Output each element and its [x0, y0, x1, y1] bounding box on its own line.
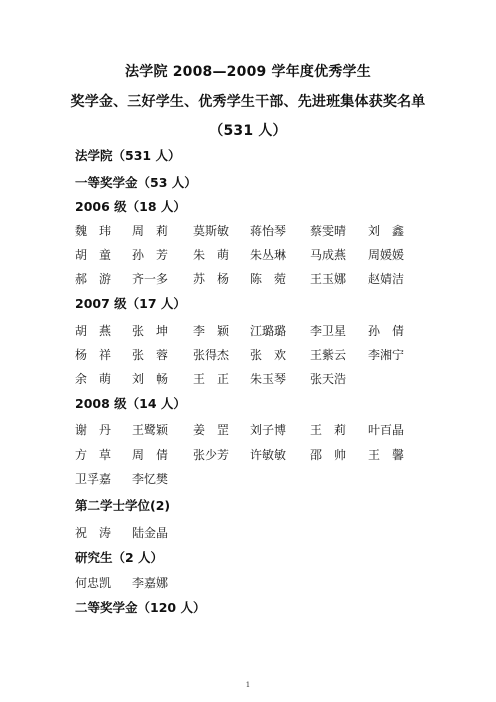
student-name: 张得杰: [193, 348, 230, 362]
name-row: [75, 322, 435, 340]
student-name: 王 莉: [310, 423, 347, 437]
student-name: 齐一多: [132, 272, 169, 286]
student-name: 李 颖: [193, 324, 230, 338]
student-name: 姜 罡: [193, 423, 230, 437]
section-heading: 2008 级（14 人）: [75, 396, 186, 411]
student-name: 卫孚嘉: [75, 472, 112, 486]
student-name: 孙 倩: [368, 324, 405, 338]
section-heading: 2006 级（18 人）: [75, 199, 186, 214]
student-name: 张 欢: [250, 348, 287, 362]
student-name: 王 馨: [368, 448, 405, 462]
student-name: 谢 丹: [75, 423, 112, 437]
student-name: 方 草: [75, 448, 112, 462]
student-name: 苏 杨: [193, 272, 230, 286]
name-row: [75, 574, 435, 592]
name-row: [75, 446, 435, 464]
name-row: [75, 524, 435, 542]
student-name: 何忠凯: [75, 576, 112, 590]
student-name: 张少芳: [193, 448, 230, 462]
student-name: 莫斯敏: [193, 224, 230, 238]
student-name: 刘子博: [250, 423, 287, 437]
student-name: 王紫云: [310, 348, 347, 362]
student-name: 马成燕: [310, 248, 347, 262]
student-name: 朱 萌: [193, 248, 230, 262]
student-name: 张天浩: [310, 372, 347, 386]
name-row: [75, 346, 435, 364]
student-name: 邵 帅: [310, 448, 347, 462]
student-name: 胡 童: [75, 248, 112, 262]
student-name: 陆金晶: [132, 526, 169, 540]
student-name: 周 莉: [132, 224, 169, 238]
student-name: 王鹭颖: [132, 423, 169, 437]
student-name: 赵婧洁: [368, 272, 405, 286]
student-name: 魏 玮: [75, 224, 112, 238]
document-title-line-2: 奖学金、三好学生、优秀学生干部、先进班集体获奖名单: [70, 94, 426, 110]
student-name: 郝 游: [75, 272, 112, 286]
student-name: 张 坤: [132, 324, 169, 338]
student-name: 李嘉娜: [132, 576, 169, 590]
student-name: 李湘宁: [368, 348, 405, 362]
student-name: 朱丛琳: [250, 248, 287, 262]
section-heading: 2007 级（17 人）: [75, 296, 186, 311]
name-row: [75, 370, 435, 388]
student-name: 王 正: [193, 372, 230, 386]
student-name: 张 蓉: [132, 348, 169, 362]
student-name: 余 萌: [75, 372, 112, 386]
student-name: 叶百晶: [368, 423, 405, 437]
student-name: 李卫星: [310, 324, 347, 338]
section-heading: 二等奖学金（120 人）: [75, 600, 206, 615]
student-name: 朱玉琴: [250, 372, 287, 386]
section-heading: 一等奖学金（53 人）: [75, 175, 197, 190]
student-name: 蒋怡琴: [250, 224, 287, 238]
student-name: 周 倩: [132, 448, 169, 462]
student-name: 江璐璐: [250, 324, 287, 338]
student-name: 杨 祥: [75, 348, 112, 362]
student-name: 蔡雯晴: [310, 224, 347, 238]
name-row: [75, 470, 435, 488]
section-heading: 研究生（2 人）: [75, 550, 164, 565]
document-title-line-1: 法学院 2008—2009 学年度优秀学生: [125, 64, 371, 80]
student-name: 刘 鑫: [368, 224, 405, 238]
student-name: 周媛媛: [368, 248, 405, 262]
section-heading: 法学院（531 人）: [75, 148, 181, 163]
student-name: 李忆樊: [132, 472, 169, 486]
student-name: 王玉娜: [310, 272, 347, 286]
student-name: 陈 菀: [250, 272, 287, 286]
student-name: 许敏敏: [250, 448, 287, 462]
document-title-line-3: （531 人）: [209, 123, 287, 139]
page-number: 1: [245, 681, 251, 689]
student-name: 胡 燕: [75, 324, 112, 338]
section-heading: 第二学士学位(2): [75, 498, 171, 513]
name-row: [75, 222, 435, 240]
name-row: [75, 246, 435, 264]
student-name: 孙 芳: [132, 248, 169, 262]
student-name: 祝 涛: [75, 526, 112, 540]
student-name: 刘 畅: [132, 372, 169, 386]
name-row: [75, 270, 435, 288]
name-row: [75, 421, 435, 439]
